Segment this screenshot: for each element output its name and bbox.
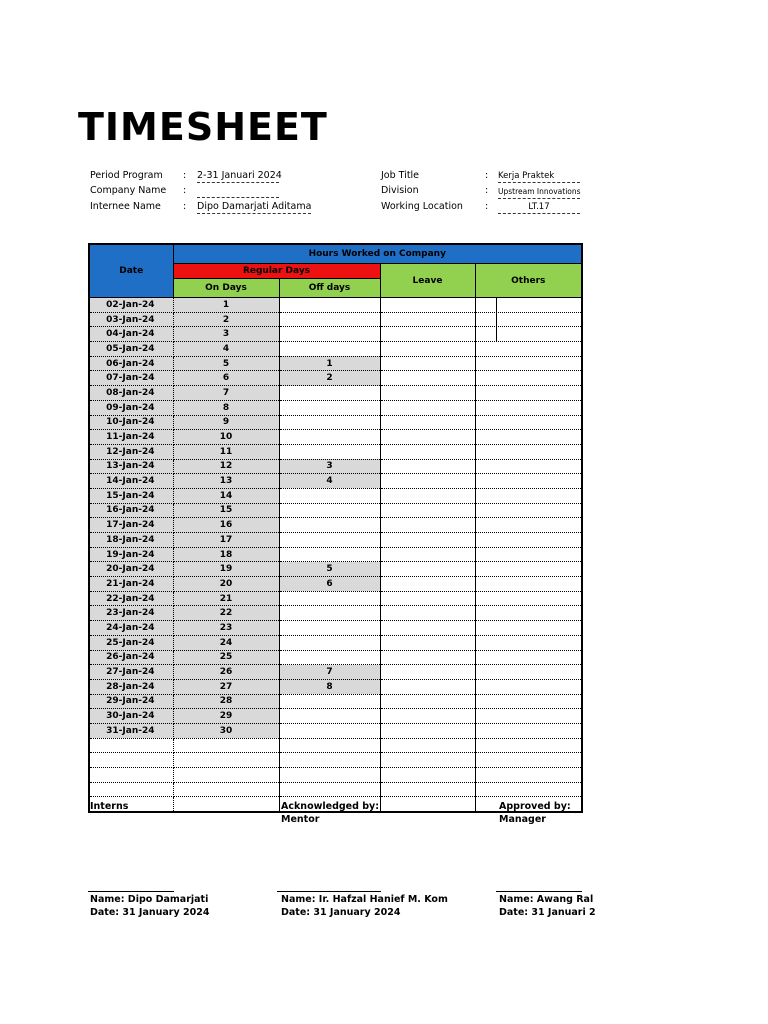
table-row	[89, 430, 582, 445]
row-on-days: 28	[173, 694, 279, 709]
row-date: 18-Jan-24	[89, 533, 173, 548]
row-on-days: 23	[173, 621, 279, 636]
table-row	[89, 371, 582, 386]
row-on-days: 30	[173, 723, 279, 738]
row-date: 08-Jan-24	[89, 386, 173, 401]
table-row-empty	[89, 782, 582, 797]
table-row	[89, 312, 582, 327]
row-off-days	[279, 621, 380, 636]
row-on-days: 7	[173, 386, 279, 401]
row-date: 28-Jan-24	[89, 679, 173, 694]
row-leave	[380, 679, 475, 694]
interns-name: Name: Dipo Damarjati	[90, 894, 209, 905]
row-date: 20-Jan-24	[89, 562, 173, 577]
row-off-days: 3	[279, 459, 380, 474]
row-off-days	[279, 606, 380, 621]
manager-role: Manager	[499, 814, 546, 825]
row-date: 25-Jan-24	[89, 635, 173, 650]
row-others	[475, 591, 582, 606]
row-off-days	[279, 415, 380, 430]
row-date: 19-Jan-24	[89, 547, 173, 562]
row-on-days: 16	[173, 518, 279, 533]
manager-name: Name: Awang Ral	[499, 894, 594, 905]
row-off-days	[279, 753, 380, 768]
row-off-days: 4	[279, 474, 380, 489]
row-date: 06-Jan-24	[89, 356, 173, 371]
row-leave	[380, 606, 475, 621]
row-date: 30-Jan-24	[89, 709, 173, 724]
header-off-days: Off days	[279, 279, 380, 298]
row-leave	[380, 547, 475, 562]
header-hours-worked: Hours Worked on Company	[173, 244, 582, 264]
row-off-days: 1	[279, 356, 380, 371]
others-checkbox[interactable]	[476, 298, 497, 312]
row-others	[475, 768, 582, 783]
row-leave	[380, 577, 475, 592]
location-value: LT.17	[498, 201, 580, 214]
row-leave	[380, 591, 475, 606]
approved-label: Approved by:	[499, 801, 571, 812]
row-date	[89, 768, 173, 783]
row-off-days	[279, 518, 380, 533]
table-row	[89, 503, 582, 518]
row-on-days: 25	[173, 650, 279, 665]
row-on-days: 12	[173, 459, 279, 474]
internee-value: Dipo Damarjati Aditama	[197, 201, 312, 212]
manager-date: Date: 31 Januari 2	[499, 907, 596, 918]
row-date: 12-Jan-24	[89, 444, 173, 459]
row-others	[475, 474, 582, 489]
row-others	[475, 709, 582, 724]
row-on-days: 1	[173, 298, 279, 313]
row-others	[475, 533, 582, 548]
row-date: 05-Jan-24	[89, 342, 173, 357]
row-leave	[380, 738, 475, 753]
table-row	[89, 444, 582, 459]
row-on-days: 4	[173, 342, 279, 357]
manager-signature-line	[496, 891, 582, 892]
row-off-days	[279, 723, 380, 738]
table-row	[89, 650, 582, 665]
row-others	[475, 694, 582, 709]
row-off-days	[279, 738, 380, 753]
row-date: 16-Jan-24	[89, 503, 173, 518]
row-leave	[380, 371, 475, 386]
row-leave	[380, 503, 475, 518]
row-date: 10-Jan-24	[89, 415, 173, 430]
others-checkbox[interactable]	[476, 313, 497, 327]
row-date	[89, 738, 173, 753]
row-leave	[380, 665, 475, 680]
row-leave	[380, 797, 475, 812]
header-regular-days: Regular Days	[173, 264, 380, 279]
period-colon: :	[183, 170, 187, 181]
row-leave	[380, 327, 475, 342]
mentor-role: Mentor	[281, 814, 320, 825]
table-row	[89, 606, 582, 621]
table-row	[89, 342, 582, 357]
table-row-empty	[89, 753, 582, 768]
row-leave	[380, 488, 475, 503]
timesheet-body	[89, 298, 582, 813]
row-others	[475, 621, 582, 636]
interns-signature-line	[88, 891, 174, 892]
row-leave	[380, 386, 475, 401]
row-leave	[380, 400, 475, 415]
mentor-date: Date: 31 January 2024	[281, 907, 401, 918]
row-leave	[380, 415, 475, 430]
row-leave	[380, 430, 475, 445]
row-others	[475, 782, 582, 797]
page-title: TIMESHEET	[78, 105, 328, 149]
table-row	[89, 577, 582, 592]
row-off-days: 5	[279, 562, 380, 577]
row-others	[475, 679, 582, 694]
row-date: 11-Jan-24	[89, 430, 173, 445]
header-on-days: On Days	[173, 279, 279, 298]
period-value: 2-31 Januari 2024	[197, 170, 282, 181]
row-date: 09-Jan-24	[89, 400, 173, 415]
row-off-days	[279, 768, 380, 783]
row-off-days	[279, 533, 380, 548]
row-off-days	[279, 635, 380, 650]
interns-label: Interns	[90, 801, 129, 812]
row-leave	[380, 782, 475, 797]
row-others	[475, 547, 582, 562]
row-leave	[380, 635, 475, 650]
internee-label: Internee Name	[90, 201, 161, 212]
row-on-days: 18	[173, 547, 279, 562]
row-on-days: 3	[173, 327, 279, 342]
table-row	[89, 679, 582, 694]
row-off-days: 7	[279, 665, 380, 680]
row-others	[475, 415, 582, 430]
company-value	[197, 185, 279, 198]
row-leave	[380, 474, 475, 489]
row-others	[475, 356, 582, 371]
row-on-days: 17	[173, 533, 279, 548]
header-date: Date	[89, 244, 173, 298]
row-off-days	[279, 386, 380, 401]
row-leave	[380, 342, 475, 357]
row-date	[89, 753, 173, 768]
company-label: Company Name	[90, 185, 167, 196]
row-on-days: 24	[173, 635, 279, 650]
row-off-days	[279, 430, 380, 445]
table-row	[89, 400, 582, 415]
table-row-empty	[89, 738, 582, 753]
row-date: 03-Jan-24	[89, 312, 173, 327]
row-off-days	[279, 503, 380, 518]
row-leave	[380, 650, 475, 665]
row-off-days	[279, 400, 380, 415]
mentor-signature-line	[277, 891, 381, 892]
row-leave	[380, 723, 475, 738]
row-off-days	[279, 694, 380, 709]
row-others	[475, 518, 582, 533]
row-off-days: 6	[279, 577, 380, 592]
table-row	[89, 488, 582, 503]
row-leave	[380, 444, 475, 459]
row-off-days	[279, 298, 380, 313]
row-on-days: 2	[173, 312, 279, 327]
row-on-days: 5	[173, 356, 279, 371]
location-label: Working Location	[381, 201, 463, 212]
row-leave	[380, 533, 475, 548]
row-others	[475, 459, 582, 474]
row-others	[475, 753, 582, 768]
row-others	[475, 577, 582, 592]
division-colon: :	[485, 185, 489, 196]
row-date: 26-Jan-24	[89, 650, 173, 665]
table-row	[89, 635, 582, 650]
others-checkbox[interactable]	[476, 327, 497, 341]
table-row	[89, 621, 582, 636]
row-date	[89, 782, 173, 797]
table-row	[89, 591, 582, 606]
row-on-days: 26	[173, 665, 279, 680]
row-date: 14-Jan-24	[89, 474, 173, 489]
row-on-days: 19	[173, 562, 279, 577]
row-on-days: 21	[173, 591, 279, 606]
company-colon: :	[183, 185, 187, 196]
row-off-days	[279, 312, 380, 327]
header-leave: Leave	[380, 264, 475, 298]
row-date: 31-Jan-24	[89, 723, 173, 738]
row-off-days: 8	[279, 679, 380, 694]
row-others	[475, 430, 582, 445]
row-off-days	[279, 650, 380, 665]
row-leave	[380, 298, 475, 313]
row-others	[475, 386, 582, 401]
table-row	[89, 415, 582, 430]
table-row	[89, 709, 582, 724]
table-row	[89, 533, 582, 548]
table-row	[89, 356, 582, 371]
row-leave	[380, 562, 475, 577]
interns-date: Date: 31 January 2024	[90, 907, 210, 918]
division-label: Division	[381, 185, 419, 196]
table-row	[89, 298, 582, 313]
location-colon: :	[485, 201, 489, 212]
row-date: 24-Jan-24	[89, 621, 173, 636]
row-leave	[380, 768, 475, 783]
table-row	[89, 474, 582, 489]
row-on-days: 14	[173, 488, 279, 503]
row-date: 13-Jan-24	[89, 459, 173, 474]
row-others	[475, 342, 582, 357]
table-row	[89, 327, 582, 342]
row-off-days	[279, 444, 380, 459]
row-off-days	[279, 488, 380, 503]
acknowledged-label: Acknowledged by:	[281, 801, 380, 812]
row-on-days	[173, 782, 279, 797]
row-date: 22-Jan-24	[89, 591, 173, 606]
row-date: 04-Jan-24	[89, 327, 173, 342]
row-on-days	[173, 797, 279, 812]
row-others	[475, 444, 582, 459]
row-date: 15-Jan-24	[89, 488, 173, 503]
table-row	[89, 386, 582, 401]
row-leave	[380, 312, 475, 327]
row-others	[475, 327, 582, 342]
row-others	[475, 562, 582, 577]
table-row	[89, 665, 582, 680]
table-row	[89, 547, 582, 562]
timesheet-table	[88, 243, 583, 813]
row-date: 27-Jan-24	[89, 665, 173, 680]
row-others	[475, 723, 582, 738]
row-others	[475, 635, 582, 650]
row-on-days: 6	[173, 371, 279, 386]
row-leave	[380, 621, 475, 636]
row-off-days	[279, 342, 380, 357]
row-on-days: 10	[173, 430, 279, 445]
job-colon: :	[485, 170, 489, 181]
row-off-days: 2	[279, 371, 380, 386]
row-others	[475, 650, 582, 665]
row-on-days	[173, 768, 279, 783]
row-leave	[380, 459, 475, 474]
job-value: Kerja Praktek	[498, 170, 580, 183]
row-others	[475, 738, 582, 753]
row-others	[475, 665, 582, 680]
table-row	[89, 518, 582, 533]
row-date: 21-Jan-24	[89, 577, 173, 592]
table-row	[89, 562, 582, 577]
period-label: Period Program	[90, 170, 163, 181]
row-others	[475, 503, 582, 518]
row-others	[475, 400, 582, 415]
row-others	[475, 488, 582, 503]
row-leave	[380, 356, 475, 371]
row-leave	[380, 694, 475, 709]
division-value: Upstream Innovations	[498, 186, 580, 199]
row-on-days: 8	[173, 400, 279, 415]
row-leave	[380, 518, 475, 533]
row-on-days	[173, 753, 279, 768]
row-on-days: 27	[173, 679, 279, 694]
row-others	[475, 606, 582, 621]
row-on-days: 15	[173, 503, 279, 518]
table-row	[89, 459, 582, 474]
row-date: 02-Jan-24	[89, 298, 173, 313]
row-date: 07-Jan-24	[89, 371, 173, 386]
row-off-days	[279, 782, 380, 797]
job-label: Job Title	[381, 170, 420, 181]
row-on-days: 29	[173, 709, 279, 724]
internee-colon: :	[183, 201, 187, 212]
row-off-days	[279, 591, 380, 606]
row-others	[475, 312, 582, 327]
row-off-days	[279, 547, 380, 562]
row-date: 29-Jan-24	[89, 694, 173, 709]
table-row	[89, 723, 582, 738]
row-on-days	[173, 738, 279, 753]
row-on-days: 20	[173, 577, 279, 592]
row-on-days: 11	[173, 444, 279, 459]
row-on-days: 22	[173, 606, 279, 621]
row-off-days	[279, 709, 380, 724]
row-others	[475, 298, 582, 313]
row-off-days	[279, 327, 380, 342]
row-leave	[380, 709, 475, 724]
row-date: 17-Jan-24	[89, 518, 173, 533]
header-others: Others	[475, 264, 582, 298]
table-row-empty	[89, 768, 582, 783]
row-leave	[380, 753, 475, 768]
mentor-name: Name: Ir. Hafzal Hanief M. Kom	[281, 894, 448, 905]
table-row	[89, 694, 582, 709]
row-on-days: 13	[173, 474, 279, 489]
row-others	[475, 371, 582, 386]
row-date: 23-Jan-24	[89, 606, 173, 621]
row-on-days: 9	[173, 415, 279, 430]
